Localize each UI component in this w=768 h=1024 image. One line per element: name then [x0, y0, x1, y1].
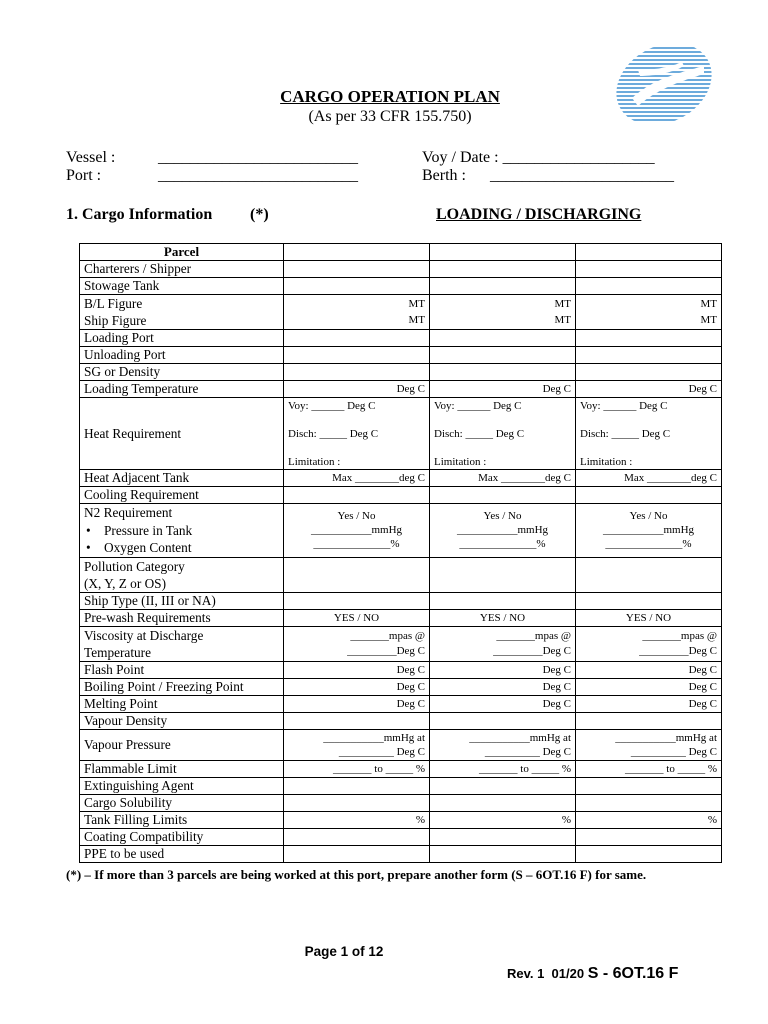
row-label: Vapour Pressure: [80, 729, 284, 760]
table-row: Melting Point Deg C Deg C Deg C: [80, 695, 722, 712]
table-row: [80, 487, 722, 504]
table-row: [80, 592, 722, 609]
unit-mt: MT: [554, 298, 571, 310]
table-row: Tank Filling Limits % % %: [80, 811, 722, 828]
row-label: (X, Y, Z or OS): [84, 575, 166, 591]
row-label: SG or Density: [80, 364, 284, 381]
table-row: [80, 845, 722, 862]
table-row: [80, 794, 722, 811]
section-heading: 1. Cargo Information: [66, 206, 213, 223]
unit-mt: MT: [554, 314, 571, 326]
document-subtitle: (As per 33 CFR 155.750): [308, 108, 472, 125]
table-row: [80, 381, 722, 398]
table-row: [80, 295, 722, 330]
row-label: • Oxygen Content: [84, 539, 279, 557]
table-row: [80, 261, 722, 278]
row-label: Temperature: [84, 644, 151, 660]
table-row: Heat Requirement Voy: ______ Deg C Disch: _____ Deg C Limitation : Voy: ______ Deg C Disch: _____ Deg C Limitation : Voy: ______ Deg C Disch: _____ Deg C Limitation :: [80, 398, 722, 470]
port-field[interactable]: _________________________: [158, 167, 358, 184]
loading-discharging-heading: LOADING / DISCHARGING: [436, 206, 642, 223]
table-row: N2 Requirement • Pressure in Tank • Oxygen Content Yes / No ___________mmHg ______________% Yes / No ___________mmHg ______________% Yes / No ___________mmHg ______________%: [80, 504, 722, 558]
unit-mt: MT: [700, 314, 717, 326]
table-row: [80, 364, 722, 381]
row-label: Flash Point: [80, 661, 284, 678]
footnote: (*) – If more than 3 parcels are being worked at this port, prepare another form (S – 6OT.16 F) for same.: [66, 867, 647, 882]
table-row: Viscosity at Discharge Temperature _______mpas @ _________Deg C _______mpas @ _________Deg C _______mpas @ _________Deg C: [80, 626, 722, 661]
table-row: [80, 712, 722, 729]
row-label: Tank Filling Limits: [80, 811, 284, 828]
parcel-3-header[interactable]: [576, 244, 722, 261]
row-label: Cooling Requirement: [80, 487, 284, 504]
row-label: Heat Requirement: [80, 398, 284, 470]
row-label: Viscosity at Discharge: [84, 627, 204, 643]
unit-mt: MT: [408, 314, 425, 326]
unit-mt: MT: [408, 298, 425, 310]
table-row: [80, 828, 722, 845]
row-label: Flammable Limit: [80, 760, 284, 777]
table-row: Flash Point Deg C Deg C Deg C: [80, 661, 722, 678]
cargo-information-table: [79, 243, 722, 863]
row-label: Loading Port: [80, 330, 284, 347]
row-label: B/L Figure: [84, 296, 143, 311]
parcel-2-header[interactable]: [430, 244, 576, 261]
table-row: Flammable Limit _______ to _____ % _______ to _____ % _______ to _____ %: [80, 760, 722, 777]
table-row: Pre-wash Requirements YES / NO YES / NO YES / NO: [80, 609, 722, 626]
unit-mt: MT: [700, 298, 717, 310]
table-row: [80, 330, 722, 347]
unit-degc[interactable]: Deg C: [576, 381, 722, 398]
row-label: PPE to be used: [80, 845, 284, 862]
unit-degc[interactable]: Deg C: [430, 381, 576, 398]
document-title: CARGO OPERATION PLAN: [280, 87, 500, 106]
port-label: Port :: [66, 167, 102, 184]
table-row: Heat Adjacent Tank Max ________deg C Max ________deg C Max ________deg C: [80, 470, 722, 487]
row-label: Unloading Port: [80, 347, 284, 364]
row-label: Coating Compatibility: [80, 828, 284, 845]
row-label: Charterers / Shipper: [80, 261, 284, 278]
row-label: N2 Requirement: [84, 505, 173, 520]
row-label: Ship Type (II, III or NA): [80, 592, 284, 609]
row-label: Melting Point: [80, 695, 284, 712]
table-row: [80, 557, 722, 592]
table-row: [80, 777, 722, 794]
table-row: Boiling Point / Freezing Point Deg C Deg C Deg C: [80, 678, 722, 695]
table-row: [80, 278, 722, 295]
row-label: Ship Figure: [84, 313, 147, 328]
row-label: Heat Adjacent Tank: [80, 470, 284, 487]
row-label: Boiling Point / Freezing Point: [80, 678, 284, 695]
row-label: Extinguishing Agent: [80, 777, 284, 794]
row-label: Vapour Density: [80, 712, 284, 729]
revision-label: Rev. 1 01/20: [507, 966, 588, 981]
section-asterisk: (*): [250, 206, 269, 223]
row-label: Pre-wash Requirements: [80, 609, 284, 626]
row-label: • Pressure in Tank: [84, 522, 279, 540]
page-number: Page 1 of 12: [304, 944, 384, 959]
revision-info: [507, 965, 678, 983]
unit-degc[interactable]: Deg C: [284, 381, 430, 398]
row-label: Cargo Solubility: [80, 794, 284, 811]
berth-field[interactable]: _______________________: [490, 167, 674, 184]
parcel-1-header[interactable]: [284, 244, 430, 261]
form-code: S - 6OT.16 F: [587, 965, 679, 982]
vessel-field[interactable]: _________________________: [158, 149, 358, 166]
row-label: Loading Temperature: [80, 381, 284, 398]
voy-date-field[interactable]: Voy / Date : ___________________: [422, 149, 655, 166]
row-label: Stowage Tank: [80, 278, 284, 295]
table-row: [80, 244, 722, 261]
table-row: [80, 347, 722, 364]
row-label: Pollution Category: [84, 558, 185, 574]
parcel-header: Parcel: [80, 244, 284, 261]
berth-label: Berth :: [422, 167, 466, 184]
table-row: Vapour Pressure ___________mmHg at __________ Deg C ___________mmHg at __________ Deg C ___________mmHg at __________ Deg C: [80, 729, 722, 760]
vessel-label: Vessel :: [66, 149, 116, 166]
